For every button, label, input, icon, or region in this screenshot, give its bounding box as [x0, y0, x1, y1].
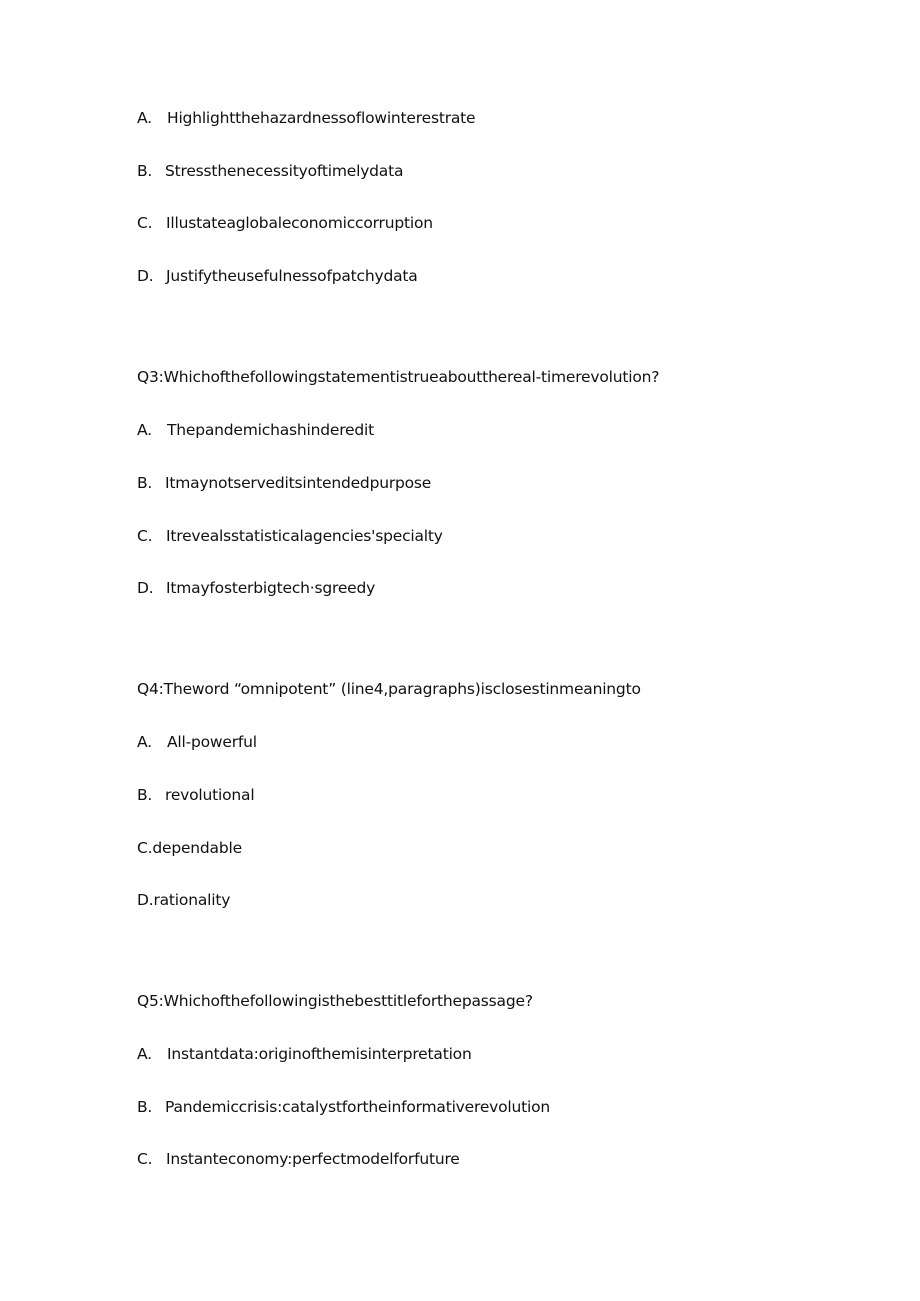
option-letter: B.: [137, 786, 153, 804]
question-q5: Q5:Whichofthefollowingisthebesttitleforthepassage?: [137, 992, 533, 1010]
option-text: Justifytheusefulnessofpatchydata: [166, 267, 418, 285]
option-line: C.dependable: [137, 839, 242, 857]
option-letter: A.: [137, 733, 152, 751]
option-line: D.rationality: [137, 891, 231, 909]
option-line: [137, 1149, 460, 1169]
option-letter: D.: [137, 579, 154, 597]
option-line: [137, 108, 475, 128]
option-letter: B.: [137, 474, 153, 492]
option-letter: A.: [137, 1045, 152, 1063]
option-text: Thepandemichashinderedit: [167, 421, 375, 439]
option-text: Pandemiccrisis:catalystfortheinformativerevolution: [165, 1098, 551, 1116]
option-letter: C.: [137, 214, 153, 232]
option-text: Instantdata:originofthemisinterpretation: [167, 1045, 472, 1063]
option-letter: C.: [137, 527, 153, 545]
option-text: Itmaynotserveditsintendedpurpose: [165, 474, 432, 492]
option-line: [137, 266, 418, 286]
option-line: [137, 420, 374, 440]
option-line: [137, 526, 443, 546]
option-text: Itmayfosterbigtech·sgreedy: [166, 579, 376, 597]
option-line: [137, 213, 433, 233]
option-letter: A.: [137, 109, 152, 127]
option-letter: A.: [137, 421, 152, 439]
option-line: [137, 785, 254, 805]
question-q3: Q3:Whichofthefollowingstatementistrueaboutthereal-timerevolution?: [137, 368, 660, 386]
option-text: Instanteconomy:perfectmodelforfuture: [166, 1150, 460, 1168]
option-text: All-powerful: [167, 733, 257, 751]
option-line: [137, 1097, 550, 1117]
option-letter: C.: [137, 1150, 153, 1168]
option-letter: B.: [137, 1098, 153, 1116]
option-line: [137, 578, 375, 598]
option-text: Highlightthehazardnessoflowinterestrate: [167, 109, 476, 127]
option-text: revolutional: [165, 786, 255, 804]
option-text: Illustateaglobaleconomiccorruption: [166, 214, 433, 232]
option-line: [137, 732, 257, 752]
question-q4: Q4:Theword “omnipotent” (line4,paragraphs)isclosestinmeaningto: [137, 680, 641, 698]
option-text: Itrevealsstatisticalagencies'specialty: [166, 527, 443, 545]
option-line: [137, 161, 403, 181]
option-line: [137, 473, 431, 493]
option-letter: D.: [137, 267, 154, 285]
option-line: [137, 1044, 472, 1064]
option-letter: B.: [137, 162, 153, 180]
option-text: Stressthenecessityoftimelydata: [165, 162, 404, 180]
